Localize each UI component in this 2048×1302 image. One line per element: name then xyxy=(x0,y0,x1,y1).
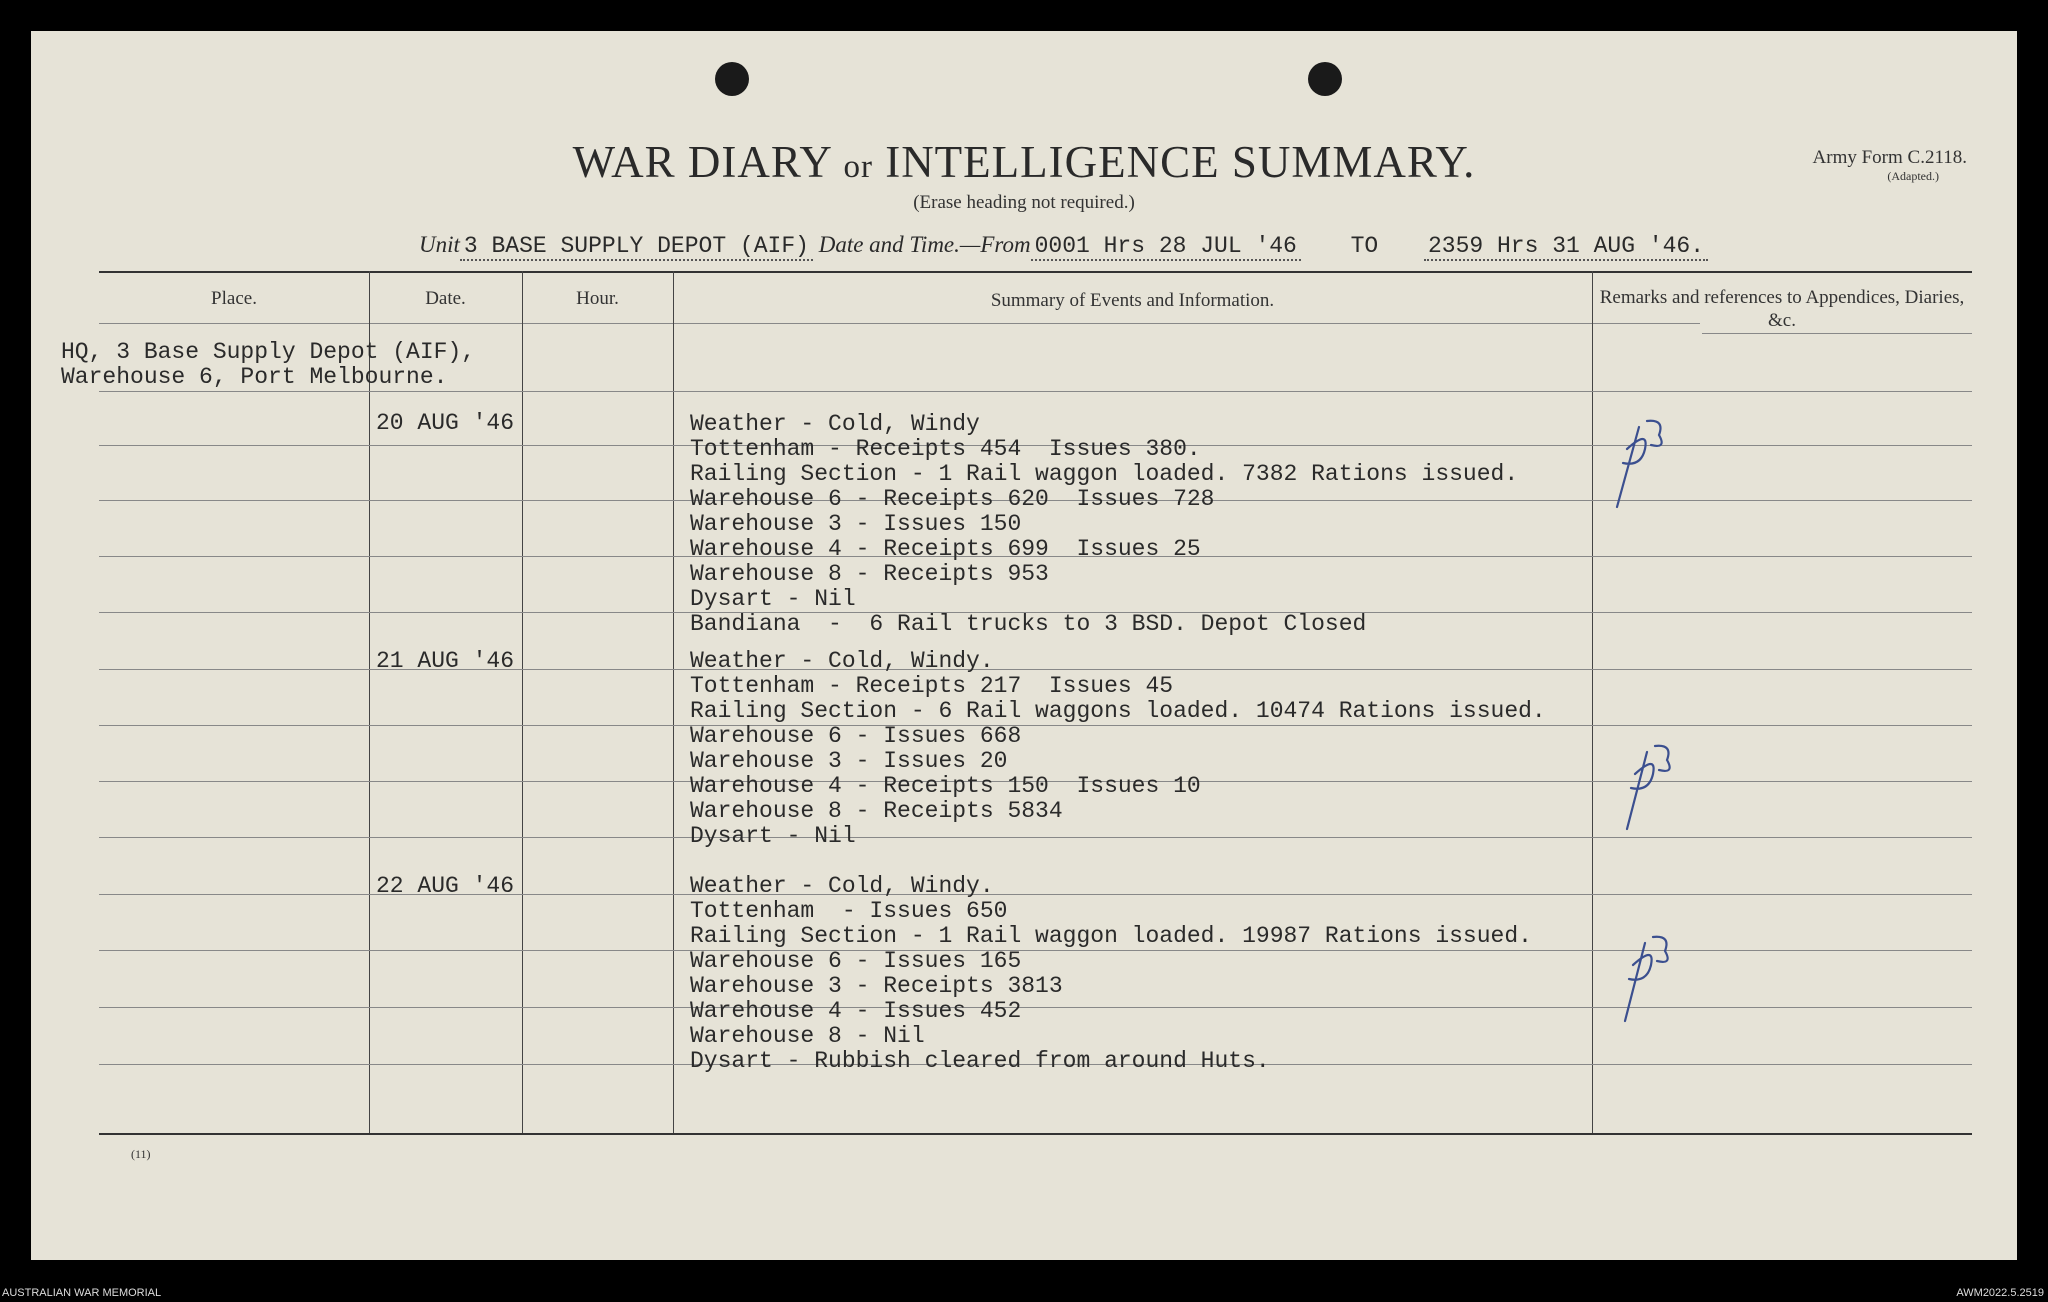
column-header-hour: Hour. xyxy=(576,288,619,309)
summary-line: Dysart - Rubbish cleared from around Huts. xyxy=(690,1048,1270,1074)
ruled-line xyxy=(99,391,1972,392)
summary-line: Railing Section - 1 Rail waggon loaded. 19987 Rations issued. xyxy=(690,923,1532,949)
place-line-1: HQ, 3 Base Supply Depot (AIF), xyxy=(61,339,476,365)
table-top-border xyxy=(99,271,1972,273)
summary-line: Warehouse 4 - Receipts 699 Issues 25 xyxy=(690,536,1201,562)
summary-line: Weather - Cold, Windy xyxy=(690,411,980,437)
date-time-label: Date and Time.—From xyxy=(818,232,1031,257)
place-line-2: Warehouse 6, Port Melbourne. xyxy=(61,364,448,390)
initials-signature-icon xyxy=(1587,409,1697,519)
summary-line: Warehouse 3 - Issues 150 xyxy=(690,511,1022,537)
header-divider-remarks xyxy=(1702,333,1972,334)
punch-hole-right xyxy=(1308,62,1342,96)
army-form-number: Army Form C.2118. xyxy=(1812,147,1967,168)
initials-signature-icon xyxy=(1597,921,1707,1031)
summary-line: Warehouse 4 - Receipts 150 Issues 10 xyxy=(690,773,1201,799)
summary-line: Weather - Cold, Windy. xyxy=(690,648,994,674)
initials-signature-icon xyxy=(1597,734,1707,844)
unit-label: Unit xyxy=(419,232,460,257)
to-label: TO xyxy=(1350,233,1379,259)
summary-line: Warehouse 6 - Issues 668 xyxy=(690,723,1022,749)
footer-source: AUSTRALIAN WAR MEMORIAL xyxy=(2,1287,162,1299)
diary-page xyxy=(31,31,2017,1260)
summary-line: Warehouse 8 - Receipts 953 xyxy=(690,561,1049,587)
form-title xyxy=(31,136,2017,188)
column-header-date: Date. xyxy=(425,288,466,309)
summary-line: Warehouse 8 - Receipts 5834 xyxy=(690,798,1063,824)
column-divider xyxy=(369,271,370,1133)
title-or: or xyxy=(843,149,873,185)
column-divider xyxy=(522,271,523,1133)
summary-line: Railing Section - 6 Rail waggons loaded. 10474 Rations issued. xyxy=(690,698,1546,724)
from-value: 0001 Hrs 28 JUL '46 xyxy=(1031,233,1301,261)
summary-line: Warehouse 8 - Nil xyxy=(690,1023,925,1049)
summary-line: Dysart - Nil xyxy=(690,823,856,849)
summary-line: Weather - Cold, Windy. xyxy=(690,873,994,899)
summary-line: Railing Section - 1 Rail waggon loaded. 7382 Rations issued. xyxy=(690,461,1519,487)
summary-line: Bandiana - 6 Rail trucks to 3 BSD. Depot Closed xyxy=(690,611,1367,637)
header-divider xyxy=(99,323,1700,324)
summary-line: Tottenham - Receipts 217 Issues 45 xyxy=(690,673,1174,699)
unit-value: 3 BASE SUPPLY DEPOT (AIF) xyxy=(460,233,813,261)
column-divider xyxy=(1592,271,1593,1133)
entry-date: 20 AUG '46 xyxy=(376,410,515,436)
summary-line: Tottenham - Issues 650 xyxy=(690,898,1008,924)
column-divider xyxy=(673,271,674,1133)
column-header-summary: Summary of Events and Information. xyxy=(990,290,1275,311)
column-header-remarks: Remarks and references to Appendices, Diaries, &c. xyxy=(1599,287,1965,331)
table-bottom-border xyxy=(99,1133,1972,1135)
form-number: (11) xyxy=(131,1147,151,1161)
to-value: 2359 Hrs 31 AUG '46. xyxy=(1424,233,1708,261)
unit-line xyxy=(419,232,1708,259)
title-intelligence-summary: INTELLIGENCE SUMMARY. xyxy=(885,137,1476,187)
punch-hole-left xyxy=(715,62,749,96)
summary-line: Warehouse 6 - Issues 165 xyxy=(690,948,1022,974)
summary-line: Warehouse 4 - Issues 452 xyxy=(690,998,1022,1024)
ruled-line xyxy=(99,725,1972,726)
army-form-label xyxy=(1813,147,1967,184)
erase-note: (Erase heading not required.) xyxy=(913,192,1135,213)
summary-line: Warehouse 6 - Receipts 620 Issues 728 xyxy=(690,486,1215,512)
entry-date: 22 AUG '46 xyxy=(376,873,515,899)
title-war-diary: WAR DIARY xyxy=(572,137,832,187)
adapted-note: (Adapted.) xyxy=(1887,169,1939,183)
summary-line: Warehouse 3 - Receipts 3813 xyxy=(690,973,1063,999)
summary-line: Warehouse 3 - Issues 20 xyxy=(690,748,1008,774)
entry-date: 21 AUG '46 xyxy=(376,648,515,674)
footer-reference: AWM2022.5.2519 xyxy=(1956,1287,2044,1299)
column-header-place: Place. xyxy=(211,288,257,309)
summary-line: Dysart - Nil xyxy=(690,586,856,612)
summary-line: Tottenham - Receipts 454 Issues 380. xyxy=(690,436,1201,462)
